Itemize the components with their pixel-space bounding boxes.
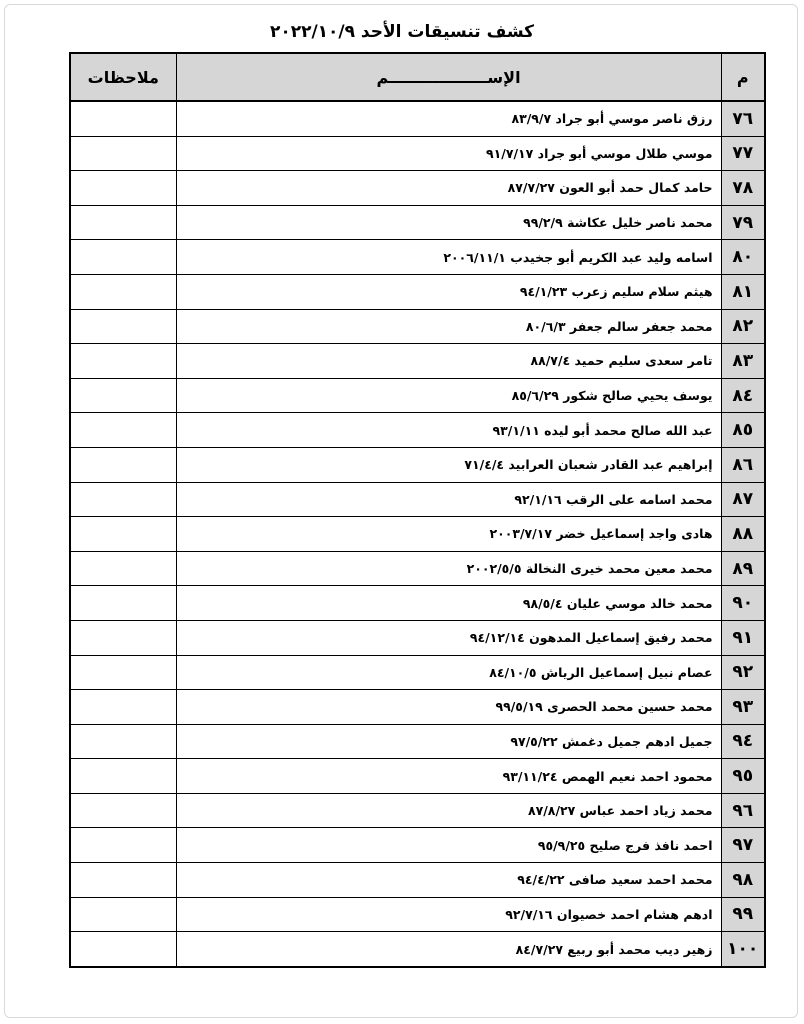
row-notes <box>70 171 176 206</box>
table-row <box>70 863 765 898</box>
row-name: احمد نافذ فرج صليح ٩٥/٩/٢٥ <box>176 828 721 863</box>
row-number: ٩٦ <box>721 793 765 828</box>
row-name: اسامه وليد عبد الكريم أبو جخيدب ٢٠٠٦/١١/١ <box>176 240 721 275</box>
row-number: ٨٢ <box>721 309 765 344</box>
row-notes <box>70 551 176 586</box>
table-row <box>70 620 765 655</box>
row-name: محمد اسامه على الرقب ٩٢/١/١٦ <box>176 482 721 517</box>
row-number: ٧٦ <box>721 101 765 136</box>
row-notes <box>70 309 176 344</box>
row-number: ٩٨ <box>721 863 765 898</box>
table-row <box>70 828 765 863</box>
row-name: محمد ناصر خليل عكاشة ٩٩/٢/٩ <box>176 205 721 240</box>
table-row <box>70 586 765 621</box>
row-number: ٧٧ <box>721 136 765 171</box>
table-row <box>70 171 765 206</box>
row-number: ٧٩ <box>721 205 765 240</box>
row-number: ٩٢ <box>721 655 765 690</box>
row-number: ٨٥ <box>721 413 765 448</box>
row-number: ١٠٠ <box>721 932 765 967</box>
row-notes <box>70 690 176 725</box>
row-number: ٨٣ <box>721 344 765 379</box>
row-number: ٨٧ <box>721 482 765 517</box>
row-notes <box>70 586 176 621</box>
table-row <box>70 793 765 828</box>
row-name: محمد حسين محمد الحصرى ٩٩/٥/١٩ <box>176 690 721 725</box>
table-row <box>70 655 765 690</box>
row-name: رزق ناصر موسي أبو جراد ٨٣/٩/٧ <box>176 101 721 136</box>
row-name: محمد خالد موسي عليان ٩٨/٥/٤ <box>176 586 721 621</box>
table-row <box>70 413 765 448</box>
row-number: ٧٨ <box>721 171 765 206</box>
table-header-row <box>70 53 765 101</box>
row-number: ٩٥ <box>721 759 765 794</box>
row-notes <box>70 136 176 171</box>
table-row <box>70 101 765 136</box>
row-name: محمد معين محمد خيرى النخالة ٢٠٠٢/٥/٥ <box>176 551 721 586</box>
row-number: ٨٤ <box>721 378 765 413</box>
table-body <box>70 101 765 967</box>
row-notes <box>70 620 176 655</box>
table-row <box>70 378 765 413</box>
table-row <box>70 205 765 240</box>
row-number: ٩٧ <box>721 828 765 863</box>
table-row <box>70 551 765 586</box>
row-number: ٨٦ <box>721 447 765 482</box>
table-row <box>70 517 765 552</box>
row-notes <box>70 897 176 932</box>
row-notes <box>70 101 176 136</box>
row-notes <box>70 447 176 482</box>
row-name: محمود احمد نعيم الهمص ٩٣/١١/٢٤ <box>176 759 721 794</box>
row-number: ٨٠ <box>721 240 765 275</box>
row-notes <box>70 378 176 413</box>
row-notes <box>70 724 176 759</box>
row-number: ٩٩ <box>721 897 765 932</box>
row-notes <box>70 274 176 309</box>
row-number: ٨١ <box>721 274 765 309</box>
row-notes <box>70 655 176 690</box>
row-number: ٩٠ <box>721 586 765 621</box>
row-number: ٩٤ <box>721 724 765 759</box>
table-row <box>70 240 765 275</box>
row-notes <box>70 413 176 448</box>
table-row <box>70 344 765 379</box>
row-notes <box>70 932 176 967</box>
row-number: ٩٣ <box>721 690 765 725</box>
row-notes <box>70 863 176 898</box>
table-row <box>70 759 765 794</box>
row-notes <box>70 482 176 517</box>
document-title: كشف تنسيقات الأحد ٢٠٢٢/١٠/٩ <box>269 22 535 42</box>
table-row <box>70 309 765 344</box>
row-number: ٨٩ <box>721 551 765 586</box>
row-name: تامر سعدى سليم حميد ٨٨/٧/٤ <box>176 344 721 379</box>
table-row <box>70 724 765 759</box>
row-name: هيثم سلام سليم زعرب ٩٤/١/٢٣ <box>176 274 721 309</box>
row-notes <box>70 828 176 863</box>
row-name: جميل ادهم جميل دغمش ٩٧/٥/٢٢ <box>176 724 721 759</box>
row-name: محمد جعفر سالم جعفر ٨٠/٦/٣ <box>176 309 721 344</box>
row-notes <box>70 517 176 552</box>
row-name: محمد زياد احمد عباس ٨٧/٨/٢٧ <box>176 793 721 828</box>
row-name: يوسف يحيي صالح شكور ٨٥/٦/٢٩ <box>176 378 721 413</box>
header-name: الإســــــــــــــــــم <box>176 53 721 101</box>
row-number: ٩١ <box>721 620 765 655</box>
row-name: حامد كمال حمد أبو العون ٨٧/٧/٢٧ <box>176 171 721 206</box>
row-number: ٨٨ <box>721 517 765 552</box>
row-name: ادهم هشام احمد خصيوان ٩٢/٧/١٦ <box>176 897 721 932</box>
row-name: موسي طلال موسي أبو جراد ٩١/٧/١٧ <box>176 136 721 171</box>
table-row <box>70 897 765 932</box>
table-row <box>70 932 765 967</box>
row-name: هادى واجد إسماعيل خضر ٢٠٠٣/٧/١٧ <box>176 517 721 552</box>
row-name: إبراهيم عبد القادر شعبان العرابيد ٧١/٤/٤ <box>176 447 721 482</box>
row-name: محمد رفيق إسماعيل المدهون ٩٤/١٢/١٤ <box>176 620 721 655</box>
row-notes <box>70 205 176 240</box>
row-notes <box>70 759 176 794</box>
row-name: عصام نبيل إسماعيل الرياش ٨٤/١٠/٥ <box>176 655 721 690</box>
roster-table <box>69 52 766 968</box>
row-notes <box>70 344 176 379</box>
table-row <box>70 274 765 309</box>
row-notes <box>70 240 176 275</box>
row-name: زهير ديب محمد أبو ربيع ٨٤/٧/٢٧ <box>176 932 721 967</box>
table-row <box>70 136 765 171</box>
header-notes: ملاحظات <box>70 53 176 101</box>
row-name: عبد الله صالح محمد أبو ليده ٩٣/١/١١ <box>176 413 721 448</box>
row-notes <box>70 793 176 828</box>
table-row <box>70 690 765 725</box>
table-row <box>70 447 765 482</box>
table-row <box>70 482 765 517</box>
header-number: م <box>721 53 765 101</box>
row-name: محمد احمد سعيد صافى ٩٤/٤/٢٢ <box>176 863 721 898</box>
